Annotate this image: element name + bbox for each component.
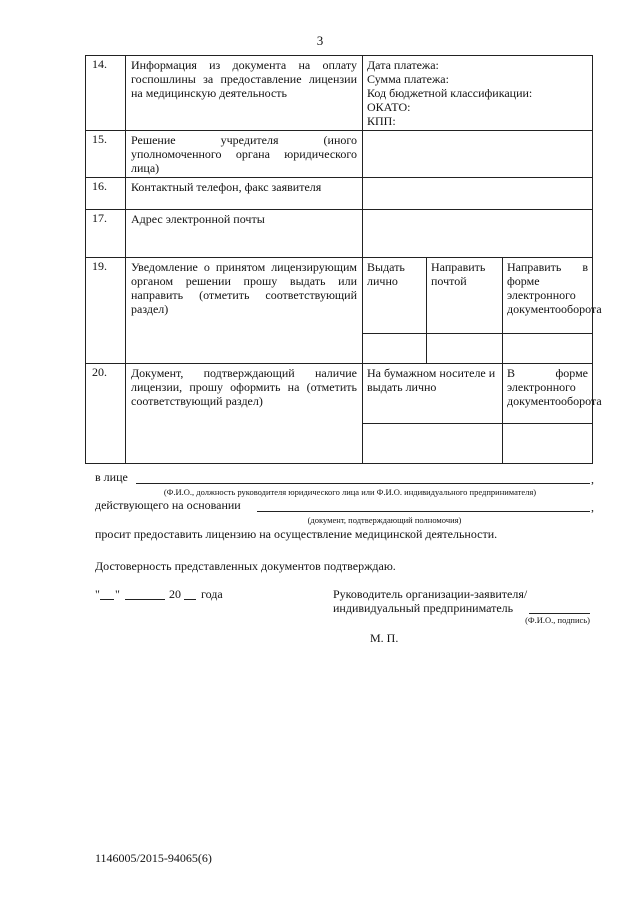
date-quote-open: " — [95, 587, 100, 601]
request-text: просит предоставить лицензию на осуществление медицинской деятельности. — [95, 527, 498, 541]
row-description: Документ, подтверждающий наличие лицензии, прошу оформить на (отметить соответствующий раздел) — [126, 364, 363, 464]
in-person-label: в лице — [95, 470, 128, 484]
basis-document-line[interactable] — [257, 499, 590, 512]
row-description: Уведомление о принятом лицензирующим органом решении прошу выдать или направить (отметить соответствующий раздел) — [126, 258, 363, 364]
payment-info-cell[interactable] — [363, 56, 593, 131]
row-description: Адрес электронной почты — [126, 210, 363, 258]
date-year-prefix: 20 — [169, 587, 181, 601]
representative-name-line[interactable] — [136, 471, 590, 484]
row-number: 14. — [86, 56, 126, 131]
date-word: года — [201, 587, 223, 601]
mark-electronic[interactable] — [503, 334, 593, 364]
row-description: Контактный телефон, факс заявителя — [126, 178, 363, 210]
application-table — [85, 55, 602, 464]
mark-issue-in-person[interactable] — [363, 334, 427, 364]
stamp-place: М. П. — [370, 631, 399, 645]
payment-date-label: Дата платежа: — [367, 58, 439, 72]
table-row-20 — [86, 364, 593, 424]
table-row-14 — [86, 56, 593, 131]
option-electronic: Направить в форме электронного документооборота — [503, 258, 593, 334]
option-paper: На бумажном носителе и выдать лично — [363, 364, 503, 424]
basis-label: действующего на основании — [95, 498, 241, 512]
founder-decision-field[interactable] — [363, 131, 593, 178]
email-field[interactable] — [363, 210, 593, 258]
date-quote-close: " — [115, 587, 120, 601]
date-day-line[interactable] — [100, 587, 114, 600]
table-row-16 — [86, 178, 593, 210]
option-electronic-license: В форме электронного документооборота — [503, 364, 593, 424]
mark-paper[interactable] — [363, 424, 503, 464]
table-row-17 — [86, 210, 593, 258]
budget-code-label: Код бюджетной классификации: — [367, 86, 533, 100]
payment-amount-label: Сумма платежа: — [367, 72, 449, 86]
mark-electronic-license[interactable] — [503, 424, 593, 464]
kpp-label: КПП: — [367, 114, 396, 128]
table-row-19 — [86, 258, 593, 334]
table-row-15 — [86, 131, 593, 178]
signature-line[interactable] — [529, 601, 590, 614]
date-year-line[interactable] — [184, 587, 196, 600]
signer-title-line2: индивидуальный предприниматель — [333, 601, 514, 615]
row-number: 20. — [86, 364, 126, 464]
row-number: 15. — [86, 131, 126, 178]
comma: , — [591, 472, 594, 486]
basis-caption: (документ, подтверждающий полномочия) — [307, 515, 462, 525]
document-code: 1146005/2015-94065(6) — [95, 851, 212, 865]
signer-title-line1: Руководитель организации-заявителя/ — [333, 587, 528, 601]
phone-fax-field[interactable] — [363, 178, 593, 210]
row-description: Решение учредителя (иного уполномоченного органа юридического лица) — [126, 131, 363, 178]
row-description: Информация из документа на оплату госпошлины за предоставление лицензии на медицинскую деятельность — [126, 56, 363, 131]
row-number: 19. — [86, 258, 126, 364]
page-number: 3 — [316, 33, 324, 48]
row-number: 16. — [86, 178, 126, 210]
date-month-line[interactable] — [125, 587, 165, 600]
mark-send-by-mail[interactable] — [427, 334, 503, 364]
confirm-text: Достоверность представленных документов подтверждаю. — [95, 559, 396, 573]
signature-caption: (Ф.И.О., подпись) — [525, 615, 590, 625]
comma: , — [591, 500, 594, 514]
option-issue-in-person: Выдать лично — [363, 258, 427, 334]
row-number: 17. — [86, 210, 126, 258]
option-send-by-mail: Направить почтой — [427, 258, 503, 334]
okato-label: ОКАТО: — [367, 100, 411, 114]
representative-caption: (Ф.И.О., должность руководителя юридического лица или Ф.И.О. индивидуального предпринимателя) — [163, 487, 537, 497]
